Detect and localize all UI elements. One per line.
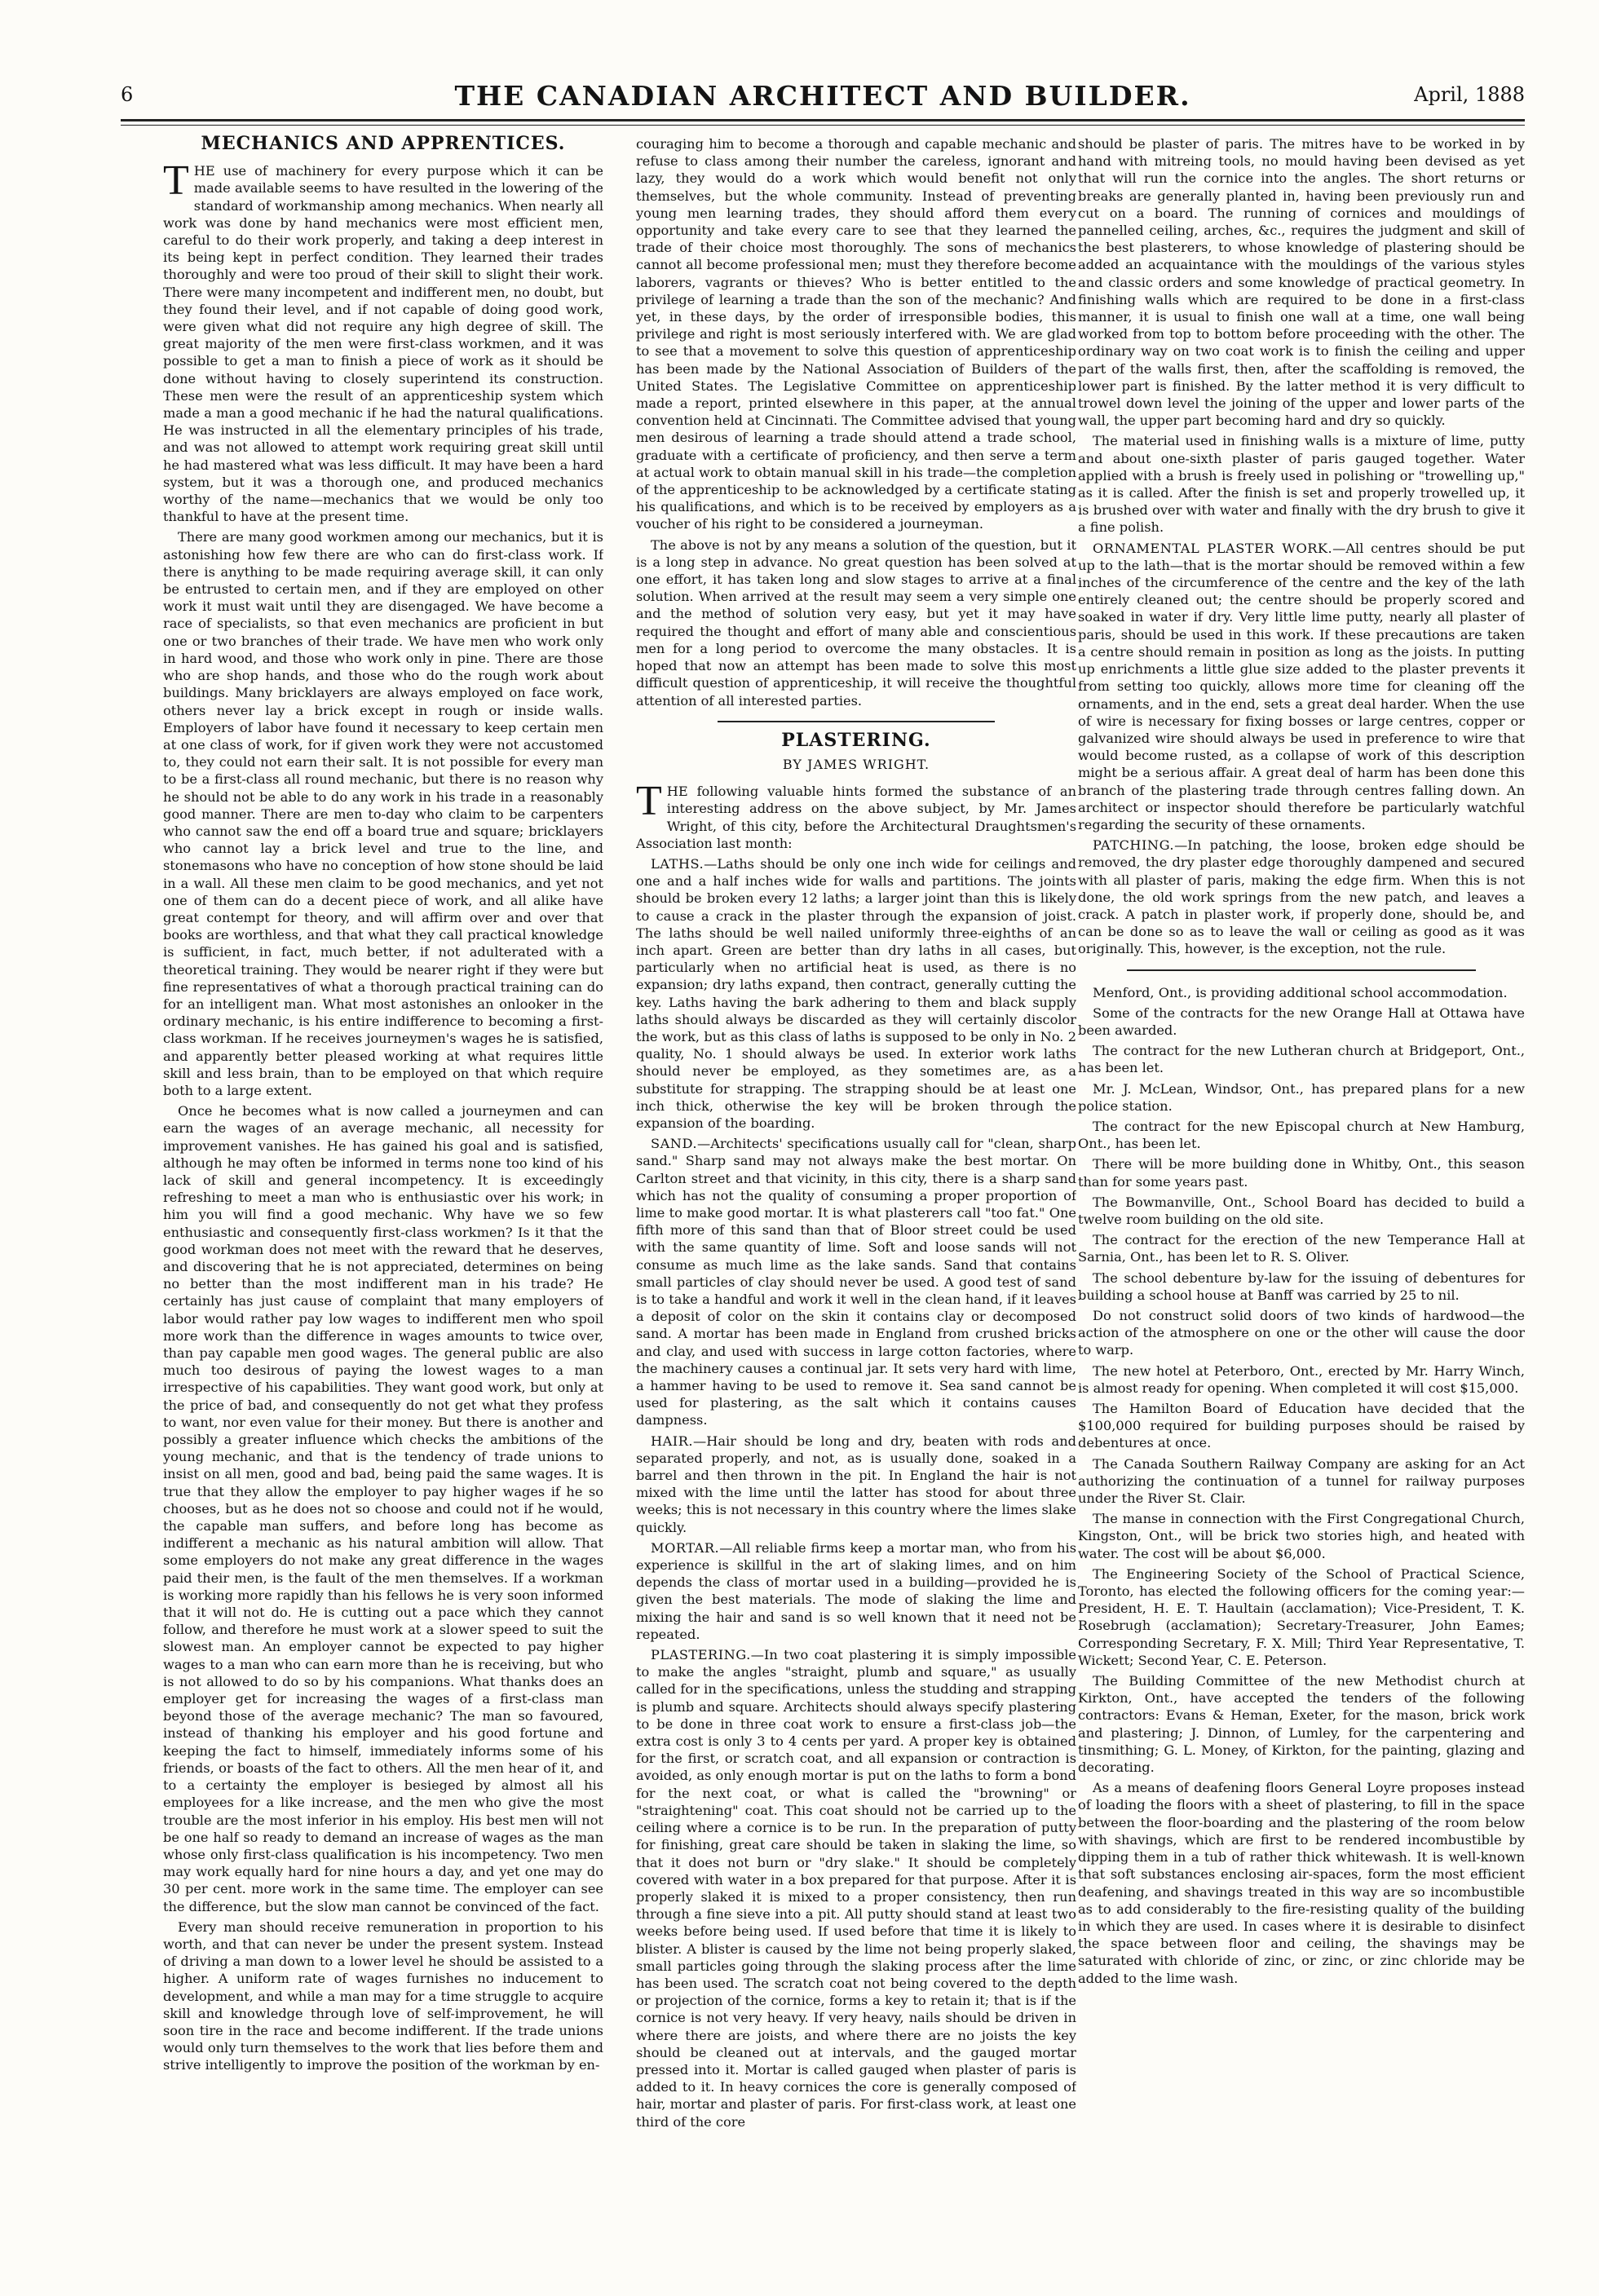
news-item: The new hotel at Peterboro, Ont., erected by Mr. Harry Winch, is almost ready for opening. When completed it will cost $15,000. xyxy=(1078,1362,1525,1396)
article-heading: PLASTERING. xyxy=(781,729,931,751)
drop-cap: T xyxy=(636,778,662,825)
paragraph xyxy=(636,855,1076,1132)
paragraph xyxy=(636,778,1076,852)
paragraph xyxy=(1078,432,1525,536)
news-item: As a means of deafening floors General Loyre proposes instead of loading the floors with a sheet of plastering, to fill in the space between the floor-boarding and the plastering of the room below with shavings, which are first to be rendered incombustible by dipping them in a tub of rather thick whitewash. It is well-known that soft substances enclosing air-spaces, form the most efficient deafening, and shavings treated in this way are so incombustible as to add considerably to the fire-resisting quality of the building in which they are used. In cases where it is desirable to disinfect the space between floor and ceiling, the shavings may be saturated with chloride of zinc, or zinc, or zinc chloride may be added to the lime wash. xyxy=(1078,1780,1525,1986)
article-heading: MECHANICS AND APPRENTICES. xyxy=(201,135,566,154)
section-label: MORTAR. xyxy=(651,1539,720,1556)
byline: BY JAMES WRIGHT. xyxy=(782,756,930,772)
paragraph-text: Every man should receive remuneration in proportion to his worth, and that can never be under the present system. Instead of driving a man down to a lower level he should be assisted to a higher. A uniform rate of wages furnishes no inducement to development, and while a man may for a time struggle to acquire skill and knowledge through love of self-improvement, he will soon tire in the race and become indifferent. If the trade unions would only turn themselves to the work that lies before them and strive intelligently to improve the position of the workman by en- xyxy=(163,1918,603,2073)
drop-cap: T xyxy=(163,157,189,205)
news-item: The Canada Southern Railway Company are asking for an Act authorizing the continuation of a tunnel for railway purposes under the River St. Clair. xyxy=(1078,1455,1525,1507)
masthead-rule-thin xyxy=(121,125,1525,126)
news-item: The school debenture by-law for the issuing of debentures for building a school house at Banff was carried by 25 to nil. xyxy=(1078,1269,1525,1303)
paragraph xyxy=(163,528,603,1099)
paragraph xyxy=(636,135,1076,533)
news-item: Do not construct solid doors of two kinds of hardwood—the action of the atmosphere on one or the other will cause the door to warp. xyxy=(1078,1308,1525,1358)
article-continuation xyxy=(636,135,1076,709)
journal-title: THE CANADIAN ARCHITECT AND BUILDER. xyxy=(454,80,1191,112)
page-number: 6 xyxy=(121,83,134,106)
masthead-rule xyxy=(121,119,1525,121)
section-divider xyxy=(1127,969,1476,971)
paragraph-text: —In patching, the loose, broken edge should be removed, the dry plaster edge thoroughly dampened and secured with all plaster of paris, making the edge firm. When this is not done, the old work springs from the new patch, and leaves a crack. A patch in plaster work, if properly done, should be, and can be done so as to leave the wall or ceiling as good as it was originally. This, however, is the exception, not the rule. xyxy=(1078,837,1525,957)
news-notes xyxy=(1078,984,1525,1987)
masthead xyxy=(121,78,1525,116)
paragraph-text: There are many good workmen among our mechanics, but it is astonishing how few there are who can do first-class work. If there is anything to be made requiring average skill, it can only be entrusted to certain men, and if they are employed on other work it must wait until they are disengaged. We have become a race of specialists, so that even mechanics are proficient in but one or two branches of their trade. We have men who work only in hard wood, and those who work only in pine. There are those who are shop hands, and those who do the rough work about buildings. Many bricklayers are always employed on face work, others never lay a brick except in rough or inside walls. Employers of labor have found it necessary to keep certain men at one class of work, for if given work they were not accustomed to, they could not earn their salt. It is not possible for every man to be a first-class all round mechanic, but there is no reason why he should not be able to do any work in his trade in a reasonably good manner. There are men to-day who claim to be carpenters who cannot saw the end off a board true and square; bricklayers who cannot lay a brick level and true to the line, and stonemasons who have no conception of how stone should be laid in a wall. All these men claim to be good mechanics, and yet not one of them can do a decent piece of work, and all alike have great contempt for theory, and will affirm over and over that books are worthless, and that what they call practical knowledge is sufficient, in fact, much better, if not adulterated with a theoretical training. They would be nearer right if they were but fine representatives of what a thorough practical training can do for an intelligent man. What most astonishes an onlooker in the ordinary mechanic, is his entire indifference to becoming a first-class workman. If he receives journeymen's wages he is satisfied, and apparently better pleased working at what requires little skill and less brain, than to be employed on that which require both to a large extent. xyxy=(163,529,603,1098)
paragraph xyxy=(163,1918,603,2074)
paragraph-text: —Architects' specifications usually call for "clean, sharp sand." Sharp sand may not always make the best mortar. On Carlton street and that vicinity, in this city, there is a sharp sand which has not the quality of consuming a proper proportion of lime to make good mortar. It is what plasterers call "too fat." One fifth more of this sand than that of Bloor street could be used with the same quantity of lime. Soft and loose sands will not consume as much lime as the lake sands. Sand that contains small particles of clay should never be used. A good test of sand is to take a handful and work it well in the clean hand, if it leaves a deposit of color on the skin it contains clay or decomposed sand. A mortar has been made in England from crushed bricks and clay, and used with success in large cotton factories, where the machinery causes a continual jar. It sets very hard with lime, a hammer having to be used to remove it. Sea sand cannot be used for plastering, as the salt which it contains causes dampness. xyxy=(636,1136,1076,1428)
paragraph xyxy=(636,1646,1076,2130)
paragraph xyxy=(163,1102,603,1915)
paragraph xyxy=(1078,135,1525,429)
column-2 xyxy=(636,135,1076,2272)
section-label: PATCHING. xyxy=(1093,837,1175,854)
issue-date: April, 1888 xyxy=(1414,83,1525,106)
column-1 xyxy=(163,135,603,2272)
news-item: The manse in connection with the First Congregational Church, Kingston, Ont., will be brick two stories high, and heated with water. The cost will be about $6,000. xyxy=(1078,1511,1525,1561)
section-label: SAND. xyxy=(651,1136,697,1152)
paragraph-text: —All reliable firms keep a mortar man, who from his experience is skillful in the art of slaking limes, and on him depends the class of mortar used in a building—provided he is given the best materials. The mode of slaking the lime and mixing the hair and sand is so well known that it need not be repeated. xyxy=(636,1539,1076,1642)
paragraph-text: —All centres should be put up to the lath—that is the mortar should be removed within a few inches of the circumference of the centre and the key of the lath entirely cleaned out; the centre should be properly scored and soaked in water if dry. Very little lime putty, nearly all plaster of paris, should be used in this work. If these precautions are taken a centre should remain in position as long as the joists. In putting up enrichments a little glue size added to the plaster prevents it from setting too quickly, allows more time for cleaning off the ornaments, and in the end, sets a great deal harder. When the use of wire is necessary for fixing bosses or large centres, copper or galvanized wire should always be used in preference to wire that would become rusted, as a collapse of work of this description might be a serious affair. A great deal of harm has been done this branch of the plastering trade through centres falling down. An architect or inspector should therefore be particularly watchful regarding the security of these ornaments. xyxy=(1078,540,1525,832)
section-label: LATHS. xyxy=(651,855,705,872)
news-item: The Bowmanville, Ont., School Board has decided to build a twelve room building on the old site. xyxy=(1078,1194,1525,1227)
section-label: ORNAMENTAL PLASTER WORK. xyxy=(1093,540,1333,556)
news-item: The contract for the new Episcopal church at New Hamburg, Ont., has been let. xyxy=(1078,1118,1525,1152)
news-item: The contract for the new Lutheran church at Bridgeport, Ont., has been let. xyxy=(1078,1043,1525,1076)
paragraph xyxy=(636,1539,1076,1643)
paragraph-text: —Laths should be only one inch wide for ceilings and one and a half inches wide for walls and partitions. The joints should be broken every 12 laths; a larger joint than this is likely to cause a crack in the plaster through the expansion of joist. The laths should be well nailed uniformly three-eighths of an inch apart. Green are better than dry laths in all cases, but particularly when no artificial heat is used, as there is no expansion; dry laths expand, then contract, generally cutting the key. Laths having the bark adhering to them and black supply laths should always be discarded as they will certainly discolor the work, but as this class of laths is supposed to be only in No. 2 quality, No. 1 should always be used. In exterior work laths should never be employed, as they sometimes are, as a substitute for strapping. The strapping should be at least one inch thick, otherwise the key will be broken through the expansion of the boarding. xyxy=(636,855,1076,1131)
paragraph-text: Once he becomes what is now called a journeymen and can earn the wages of an average mechanic, all necessity for improvement vanishes. He has gained his goal and is satisfied, although he may often be informed in terms none too kind of his lack of skill and general incompetency. It is exceedingly refreshing to meet a man who is enthusiastic over his work; in him you will find a good mechanic. Why have we so few enthusiastic and consequently first-class workmen? Is it that the good workman does not meet with the reward that he deserves, and discovering that he is not appreciated, determines on being no better than the most indifferent man in his trade? He certainly has just cause of complaint that many employers of labor would rather pay low wages to indifferent men who spoil more work than the difference in wages amounts to twice over, than pay capable men good wages. The general public are also much too desirous of paying the lowest wages to a man irrespective of his capabilities. They want good work, but only at the price of bad, and consequently do not get what they profess to want, nor even value for their money. But there is another and possibly a greater influence which checks the ambitions of the young mechanic, and that is the tendency of trade unions to insist on all men, good and bad, being paid the same wages. It is true that they allow the employer to pay higher wages if he so chooses, but as he does not so choose and could not if he would, the capable man suffers, and before long has become as indifferent a mechanic as his natural ambition will allow. That some employers do not make any great difference in the wages paid their men, is the fault of the men themselves. If a workman is working more rapidly than his fellows he is very soon informed that it will not do. He is cutting out a pace which they cannot follow, and therefore he must work at a slower speed to suit the slowest man. An employer cannot be expected to pay higher wages to a man who can earn more than he is receiving, but who is not allowed to do so by his companions. What thanks does an employer get for increasing the wages of a first-class man beyond those of the average mechanic? The man so favoured, instead of thanking his employer and his good fortune and keeping the fact to himself, immediately informs some of his friends, or boasts of the fact to others. All the men hear of it, and to a certainty the employer is besieged by almost all his employees for a like increase, and the men who give the most trouble are the most inferior in his employ. His best men will not be one half so ready to demand an increase of wages as the man whose only first-class qualification is his incompetency. Two men may work equally hard for nine hours a day, and yet one may do 30 per cent. more work in the same time. The employer can see the difference, but the slow man cannot be convinced of the fact. xyxy=(163,1103,603,1914)
section-divider xyxy=(718,721,995,722)
news-item: The Engineering Society of the School of Practical Science, Toronto, has elected the following officers for the coming year:—President, H. E. T. Haultain (acclamation); Vice-President, T. K. Rosebrugh (acclamation); Secretary-Treasurer, John Eames; Corresponding Secretary, F. X. Mill; Third Year Representative, T. Wickett; Second Year, C. E. Peterson. xyxy=(1078,1565,1525,1668)
paragraph xyxy=(1078,540,1525,833)
paragraph-text: HE use of machinery for every purpose which it can be made available seems to have resulted in the lowering of the standard of workmanship among mechanics. When nearly all work was done by hand mechanics were most efficient men, careful to do their work properly, and taking a deep interest in its being kept in perfect condition. They learned their trades thoroughly and were too proud of their skill to slight their work. There were many incompetent and indifferent men, no doubt, but they found their level, and if not capable of doing good work, were given what did not require any high degree of skill. The great majority of the men were first-class workmen, and it was possible to get a man to finish a piece of work as it should be done without having to closely superintend its construction. These men were the result of an apprenticeship system which made a man a good mechanic if he had the natural qualifications. He was instructed in all the elementary principles of his trade, and was not allowed to attempt work requiring great skill until he had mastered what was less difficult. It may have been a hard system, but it was a thorough one, and produced mechanics worthy of the name—mechanics that we would be only too thankful to have at the present time. xyxy=(163,163,603,525)
paragraph-text: HE following valuable hints formed the substance of an interesting address on the above subject, by Mr. James Wright, of this city, before the Architectural Draughtsmen's Association last month: xyxy=(636,784,1076,851)
paragraph xyxy=(636,1433,1076,1536)
paragraph xyxy=(636,536,1076,709)
paragraph-text: The material used in finishing walls is a mixture of lime, putty and about one-sixth plaster of paris gauged together. Water applied with a brush is freely used in polishing or "trowelling up," as it is called. After the finish is set and properly trowelled up, it is brushed over with water and finally with the dry brush to give it a fine polish. xyxy=(1078,433,1525,536)
news-item: The Building Committee of the new Methodist church at Kirkton, Ont., have accepted the tenders of the following contractors: Evans & Heman, Exeter, for the mason, brick work and plastering; J. Dinnon, of Lumley, for the carpentering and tinsmithing; G. L. Money, of Kirkton, for the painting, glazing and decorating. xyxy=(1078,1673,1525,1776)
paragraph-text: should be plaster of paris. The mitres have to be worked in by hand with mitreing tools, no mould having been devised as yet that will run the cornice into the angles. The short returns or breaks are generally planted in, having been previously run and cut on a board. The running of cornices and mouldings of pannelled ceiling, arches, &c., requires the judgment and skill of the best plasterers, to whose knowledge of plastering should be added an acquaintance with the mouldings of the various styles and classic orders and some knowledge of practical geometry. In finishing walls which are required to be done in a first-class manner, it is usual to finish one wall at a time, one wall being worked from top to bottom before proceeding with the other. The ordinary way on two coat work is to finish the ceiling and upper part of the walls first, then, after the scaffolding is removed, the lower part is finished. By the latter method it is very difficult to trowel down level the joining of the upper and lower parts of the wall, the upper part becoming hard and dry so quickly. xyxy=(1078,136,1525,429)
column-3 xyxy=(1078,135,1525,2272)
news-item: Menford, Ont., is providing additional school accommodation. xyxy=(1093,984,1508,1000)
paragraph xyxy=(636,1135,1076,1428)
news-item: The contract for the erection of the new Temperance Hall at Sarnia, Ont., has been let to R. S. Oliver. xyxy=(1078,1232,1525,1265)
news-item: There will be more building done in Whitby, Ont., this season than for some years past. xyxy=(1078,1156,1525,1190)
section-label: PLASTERING. xyxy=(651,1647,751,1663)
section-label: HAIR. xyxy=(651,1433,694,1449)
paragraph xyxy=(1078,837,1525,957)
paragraph-text: The above is not by any means a solution of the question, but it is a long step in advance. No great question has been solved at one effort, it has taken long and slow stages to arrive at a final solution. When arrived at the result may seem a very simple one and the method of solution very easy, but yet it may have required the thought and effort of many able and conscientious men for a long period to overcome the many obstacles. It is hoped that now an attempt has been made to solve this most difficult question of apprenticeship, it will receive the thoughtful attention of all interested parties. xyxy=(636,536,1076,709)
article-body xyxy=(163,157,603,2073)
news-item: Mr. J. McLean, Windsor, Ont., has prepared plans for a new police station. xyxy=(1078,1080,1525,1114)
paragraph-text: —In two coat plastering it is simply impossible to make the angles "straight, plumb and square," as usually called for in the specifications, unless the studding and strapping is plumb and square. Architects should always specify plastering to be done in three coat work to ensure a first-class job—the extra cost is only 3 to 4 cents per yard. A proper key is obtained for the first, or scratch coat, and all expansion or contraction is avoided, as only enough mortar is put on the laths to form a bond for the next coat, or what is called the "browning" or "straightening" coat. This coat should not be carried up to the ceiling where a cornice is to be run. In the preparation of putty for finishing, great care should be taken in slaking the lime, so that it does not burn or "dry slake." It should be completely covered with water in a box prepared for that purpose. After it is properly slaked it is mixed to a proper consistency, then run through a fine sieve into a pit. All putty should stand at least two weeks before being used. If used before that time it is likely to blister. A blister is caused by the lime not being properly slaked, small particles going through the slaking process after the lime has been used. The scratch coat not being covered to the depth or projection of the cornice, forms a key to retain it; that is if the cornice is not very heavy. If very heavy, nails should be driven in where there are joists, and where there are no joists the key should be cleaned out at intervals, and the gauged mortar pressed into it. Mortar is called gauged when plaster of paris is added to it. In heavy cornices the core is generally composed of hair, mortar and plaster of paris. For first-class work, at least one third of the core xyxy=(636,1647,1076,2130)
paragraph xyxy=(163,157,603,525)
news-item: The Hamilton Board of Education have decided that the $100,000 required for building purposes should be raised by debentures at once. xyxy=(1078,1401,1525,1451)
article-continuation xyxy=(1078,135,1525,958)
paragraph-text: couraging him to become a thorough and capable mechanic and refuse to class among their number the careless, ignorant and lazy, they would do a work which would benefit not only themselves, but the whole community. Instead of preventing young men learning trades, they should afford them every opportunity and take every care to see that they learned the trade of their choice most thoroughly. The sons of mechanics cannot all become professional men; must they therefore become laborers, vagrants or thieves? Who is better entitled to the privilege of learning a trade than the son of the mechanic? And yet, in these days, by the order of irresponsible bodies, this privilege and right is most seriously interfered with. We are glad to see that a movement to solve this question of apprenticeship has been made by the National Association of Builders of the United States. The Legislative Committee on apprenticeship made a report, printed elsewhere in this paper, at the annual convention held at Cincinnati. The Committee advised that young men desirous of learning a trade should attend a trade school, graduate with a certificate of proficiency, and then serve a term at actual work to obtain manual skill in his trade—the completion of the apprenticeship to be acknowledged by a certificate stating his qualifications, and which is to be received by employers as a voucher of his right to be considered a journeyman. xyxy=(636,136,1076,532)
news-item: Some of the contracts for the new Orange Hall at Ottawa have been awarded. xyxy=(1078,1004,1525,1038)
article-body xyxy=(636,778,1076,2130)
paragraph-text: —Hair should be long and dry, beaten with rods and separated properly, and not, as is usually done, soaked in a barrel and then thrown in the pit. In England the hair is not mixed with the lime until the latter has stood for about three weeks; this is not necessary in this country where the limes slake quickly. xyxy=(636,1433,1076,1535)
